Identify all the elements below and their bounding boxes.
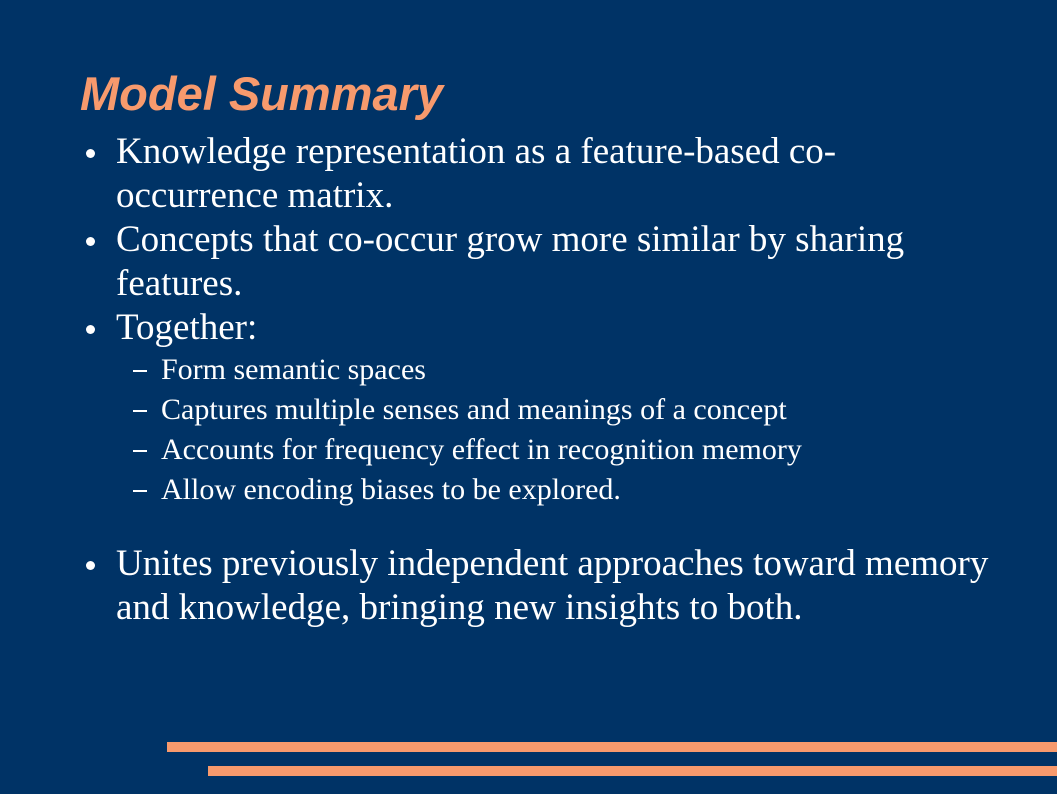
decorative-bar-top	[167, 742, 1057, 752]
spacer	[0, 510, 1057, 542]
dash-icon	[133, 410, 147, 412]
dash-icon	[133, 490, 147, 492]
bullet-item	[0, 218, 1057, 306]
bullet-item	[0, 306, 1057, 350]
bullet-text: Unites previously independent approaches toward memory and knowledge, bringing new insights to both.	[116, 543, 989, 628]
bullet-text: Together:	[116, 307, 258, 348]
sub-bullet-text: Accounts for frequency effect in recognition memory	[161, 433, 802, 466]
bullet-dot-icon	[86, 325, 95, 334]
bullet-text: Knowledge representation as a feature-based co-occurrence matrix.	[116, 131, 837, 216]
sub-bullet-item	[0, 350, 1057, 390]
bullet-item	[0, 542, 1057, 630]
sub-bullet-item	[0, 390, 1057, 430]
bullet-dot-icon	[86, 237, 95, 246]
slide-content	[0, 130, 1057, 630]
sub-bullet-item	[0, 430, 1057, 470]
sub-bullet-text: Form semantic spaces	[161, 353, 426, 386]
dash-icon	[133, 450, 147, 452]
dash-icon	[133, 370, 147, 372]
slide-title: Model Summary	[80, 67, 444, 120]
bullet-dot-icon	[86, 149, 95, 158]
bullet-item	[0, 130, 1057, 218]
bullet-dot-icon	[86, 561, 95, 570]
sub-bullet-item	[0, 470, 1057, 510]
decorative-bar-bottom	[208, 766, 1057, 776]
sub-bullet-text: Allow encoding biases to be explored.	[161, 473, 621, 506]
bullet-text: Concepts that co-occur grow more similar by sharing features.	[116, 219, 905, 304]
sub-bullet-text: Captures multiple senses and meanings of a concept	[161, 393, 787, 426]
